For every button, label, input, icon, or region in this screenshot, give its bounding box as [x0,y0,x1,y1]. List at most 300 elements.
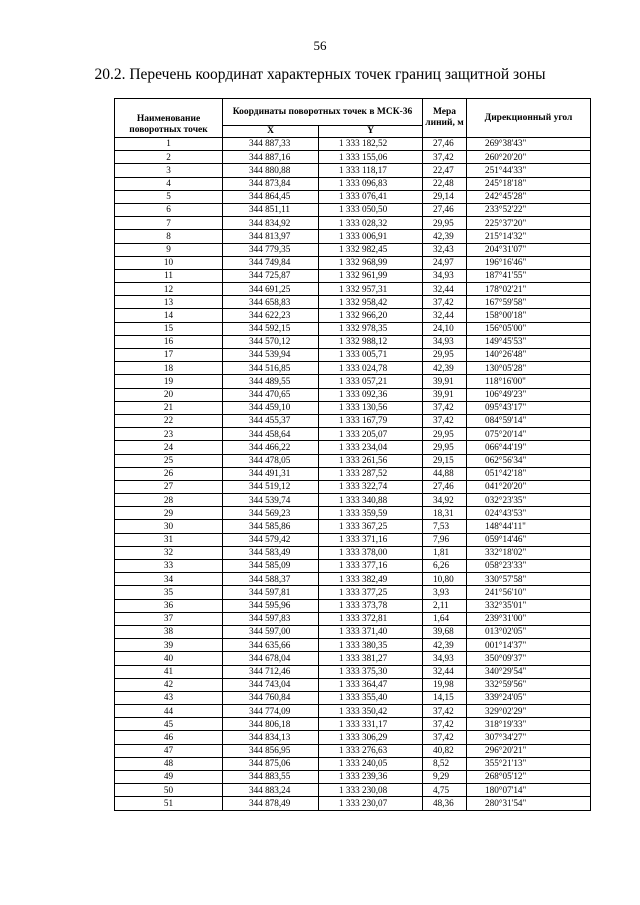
y-coordinate-cell: 1 333 028,32 [319,217,423,230]
table-row [115,560,591,573]
x-coordinate-cell: 344 749,84 [223,256,319,269]
point-number-cell: 48 [115,757,223,770]
point-number-cell: 12 [115,283,223,296]
y-coordinate-cell: 1 333 359,59 [319,507,423,520]
direction-angle-cell: 051°42'18" [467,467,591,480]
point-number-cell: 22 [115,414,223,427]
line-length-cell: 3,93 [423,586,467,599]
table-row [115,652,591,665]
table-row [115,414,591,427]
line-length-cell: 34,93 [423,269,467,282]
table-row [115,744,591,757]
direction-angle-cell: 075°20'14" [467,428,591,441]
table-row [115,309,591,322]
line-length-cell: 29,95 [423,217,467,230]
point-number-cell: 46 [115,731,223,744]
y-coordinate-cell: 1 333 375,30 [319,665,423,678]
line-length-cell: 27,46 [423,480,467,493]
y-coordinate-cell: 1 333 373,78 [319,599,423,612]
direction-angle-cell: 296°20'21" [467,744,591,757]
line-length-cell: 29,15 [423,454,467,467]
table-row [115,283,591,296]
point-number-cell: 24 [115,441,223,454]
point-number-cell: 40 [115,652,223,665]
point-number-cell: 35 [115,586,223,599]
direction-angle-cell: 332°18'02" [467,546,591,559]
x-coordinate-cell: 344 813,97 [223,230,319,243]
direction-angle-cell: 350°09'37" [467,652,591,665]
table-row [115,230,591,243]
y-coordinate-cell: 1 332 982,45 [319,243,423,256]
y-coordinate-cell: 1 333 057,21 [319,375,423,388]
x-coordinate-cell: 344 539,94 [223,349,319,362]
direction-angle-cell: 196°16'46" [467,256,591,269]
x-coordinate-cell: 344 622,23 [223,309,319,322]
line-length-cell: 32,43 [423,243,467,256]
y-coordinate-cell: 1 333 130,56 [319,401,423,414]
page-title: 20.2. Перечень координат характерных точек границ защитной зоны [94,66,546,83]
x-coordinate-cell: 344 519,12 [223,480,319,493]
line-length-cell: 27,46 [423,203,467,216]
point-number-cell: 6 [115,203,223,216]
table-row [115,520,591,533]
point-number-cell: 19 [115,375,223,388]
x-coordinate-cell: 344 774,09 [223,705,319,718]
table-row [115,401,591,414]
direction-angle-cell: 225°37'20" [467,217,591,230]
x-coordinate-cell: 344 569,23 [223,507,319,520]
y-coordinate-cell: 1 333 050,50 [319,203,423,216]
direction-angle-cell: 269°38'43" [467,138,591,151]
x-coordinate-cell: 344 592,15 [223,322,319,335]
table-row [115,190,591,203]
point-number-cell: 30 [115,520,223,533]
x-coordinate-cell: 344 712,46 [223,665,319,678]
direction-angle-cell: 149°45'53" [467,335,591,348]
line-length-cell: 39,68 [423,625,467,638]
table-body [115,138,591,811]
line-length-cell: 29,14 [423,190,467,203]
line-length-cell: 34,92 [423,494,467,507]
direction-angle-cell: 158°00'18" [467,309,591,322]
direction-angle-cell: 280°31'54" [467,797,591,810]
point-number-cell: 7 [115,217,223,230]
line-length-cell: 44,88 [423,467,467,480]
table-row [115,375,591,388]
direction-angle-cell: 307°34'27" [467,731,591,744]
y-coordinate-cell: 1 333 377,25 [319,586,423,599]
table-row [115,533,591,546]
x-coordinate-cell: 344 658,83 [223,296,319,309]
direction-angle-cell: 355°21'13" [467,757,591,770]
y-coordinate-cell: 1 333 006,91 [319,230,423,243]
header-coordinates-group: Координаты поворотных точек в МСК-36 [223,99,423,126]
direction-angle-cell: 251°44'33" [467,164,591,177]
y-coordinate-cell: 1 332 966,20 [319,309,423,322]
y-coordinate-cell: 1 333 092,36 [319,388,423,401]
x-coordinate-cell: 344 588,37 [223,573,319,586]
direction-angle-cell: 148°44'11" [467,520,591,533]
y-coordinate-cell: 1 333 239,36 [319,771,423,784]
table-row [115,507,591,520]
direction-angle-cell: 242°45'28" [467,190,591,203]
point-number-cell: 2 [115,151,223,164]
direction-angle-cell: 106°49'23" [467,388,591,401]
line-length-cell: 1,81 [423,546,467,559]
point-number-cell: 32 [115,546,223,559]
x-coordinate-cell: 344 760,84 [223,691,319,704]
direction-angle-cell: 041°20'20" [467,480,591,493]
x-coordinate-cell: 344 579,42 [223,533,319,546]
direction-angle-cell: 340°29'54" [467,665,591,678]
point-number-cell: 15 [115,322,223,335]
table-row [115,256,591,269]
x-coordinate-cell: 344 597,83 [223,612,319,625]
line-length-cell: 22,48 [423,177,467,190]
table-row [115,428,591,441]
header-point-name: Наименование поворотных точек [115,99,223,138]
point-number-cell: 51 [115,797,223,810]
x-coordinate-cell: 344 597,00 [223,625,319,638]
y-coordinate-cell: 1 333 372,81 [319,612,423,625]
table-row [115,625,591,638]
y-coordinate-cell: 1 333 331,17 [319,718,423,731]
x-coordinate-cell: 344 806,18 [223,718,319,731]
y-coordinate-cell: 1 333 230,07 [319,797,423,810]
table-row [115,691,591,704]
table-row [115,757,591,770]
y-coordinate-cell: 1 333 118,17 [319,164,423,177]
line-length-cell: 9,29 [423,771,467,784]
direction-angle-cell: 268°05'12" [467,771,591,784]
point-number-cell: 9 [115,243,223,256]
table-row [115,665,591,678]
y-coordinate-cell: 1 333 234,04 [319,441,423,454]
table-row [115,151,591,164]
x-coordinate-cell: 344 459,10 [223,401,319,414]
line-length-cell: 18,31 [423,507,467,520]
direction-angle-cell: 204°31'07" [467,243,591,256]
header-x: X [223,126,319,138]
line-length-cell: 32,44 [423,283,467,296]
x-coordinate-cell: 344 478,05 [223,454,319,467]
point-number-cell: 45 [115,718,223,731]
y-coordinate-cell: 1 333 205,07 [319,428,423,441]
y-coordinate-cell: 1 333 230,08 [319,784,423,797]
y-coordinate-cell: 1 333 261,56 [319,454,423,467]
table-row [115,362,591,375]
table-row [115,217,591,230]
point-number-cell: 47 [115,744,223,757]
point-number-cell: 10 [115,256,223,269]
y-coordinate-cell: 1 333 380,35 [319,639,423,652]
y-coordinate-cell: 1 333 367,25 [319,520,423,533]
header-direction-angle: Дирекционный угол [467,99,591,138]
line-length-cell: 40,82 [423,744,467,757]
line-length-cell: 42,39 [423,230,467,243]
y-coordinate-cell: 1 333 377,16 [319,560,423,573]
line-length-cell: 7,53 [423,520,467,533]
direction-angle-cell: 058°23'33" [467,560,591,573]
x-coordinate-cell: 344 458,64 [223,428,319,441]
table-row [115,718,591,731]
table-row [115,296,591,309]
table-row [115,322,591,335]
point-number-cell: 41 [115,665,223,678]
x-coordinate-cell: 344 779,35 [223,243,319,256]
line-length-cell: 14,15 [423,691,467,704]
point-number-cell: 29 [115,507,223,520]
y-coordinate-cell: 1 333 378,00 [319,546,423,559]
x-coordinate-cell: 344 491,31 [223,467,319,480]
x-coordinate-cell: 344 834,13 [223,731,319,744]
header-line-length: Мера линий, м [423,99,467,138]
y-coordinate-cell: 1 332 957,31 [319,283,423,296]
point-number-cell: 38 [115,625,223,638]
x-coordinate-cell: 344 834,92 [223,217,319,230]
line-length-cell: 37,42 [423,731,467,744]
x-coordinate-cell: 344 851,11 [223,203,319,216]
direction-angle-cell: 118°16'00" [467,375,591,388]
y-coordinate-cell: 1 333 340,88 [319,494,423,507]
y-coordinate-cell: 1 332 968,99 [319,256,423,269]
y-coordinate-cell: 1 333 155,06 [319,151,423,164]
line-length-cell: 34,93 [423,652,467,665]
point-number-cell: 21 [115,401,223,414]
point-number-cell: 4 [115,177,223,190]
x-coordinate-cell: 344 470,65 [223,388,319,401]
y-coordinate-cell: 1 333 364,47 [319,678,423,691]
point-number-cell: 37 [115,612,223,625]
table-row [115,349,591,362]
direction-angle-cell: 084°59'14" [467,414,591,427]
x-coordinate-cell: 344 873,84 [223,177,319,190]
line-length-cell: 39,91 [423,375,467,388]
table-row [115,494,591,507]
point-number-cell: 3 [115,164,223,177]
table-row [115,388,591,401]
point-number-cell: 17 [115,349,223,362]
y-coordinate-cell: 1 332 988,12 [319,335,423,348]
y-coordinate-cell: 1 333 240,05 [319,757,423,770]
y-coordinate-cell: 1 332 978,35 [319,322,423,335]
point-number-cell: 49 [115,771,223,784]
line-length-cell: 1,64 [423,612,467,625]
line-length-cell: 39,91 [423,388,467,401]
line-length-cell: 22,47 [423,164,467,177]
y-coordinate-cell: 1 333 096,83 [319,177,423,190]
x-coordinate-cell: 344 489,55 [223,375,319,388]
x-coordinate-cell: 344 585,09 [223,560,319,573]
direction-angle-cell: 318°19'33" [467,718,591,731]
table-row [115,203,591,216]
table-row [115,546,591,559]
x-coordinate-cell: 344 678,04 [223,652,319,665]
point-number-cell: 14 [115,309,223,322]
table-row [115,797,591,810]
line-length-cell: 7,96 [423,533,467,546]
direction-angle-cell: 180°07'14" [467,784,591,797]
table-row [115,599,591,612]
table-row [115,586,591,599]
point-number-cell: 36 [115,599,223,612]
x-coordinate-cell: 344 883,55 [223,771,319,784]
y-coordinate-cell: 1 333 355,40 [319,691,423,704]
x-coordinate-cell: 344 583,49 [223,546,319,559]
table-row [115,177,591,190]
x-coordinate-cell: 344 875,06 [223,757,319,770]
direction-angle-cell: 215°14'32" [467,230,591,243]
direction-angle-cell: 032°23'35" [467,494,591,507]
direction-angle-cell: 167°59'58" [467,296,591,309]
x-coordinate-cell: 344 883,24 [223,784,319,797]
y-coordinate-cell: 1 333 371,40 [319,625,423,638]
y-coordinate-cell: 1 333 024,78 [319,362,423,375]
x-coordinate-cell: 344 878,49 [223,797,319,810]
x-coordinate-cell: 344 691,25 [223,283,319,296]
x-coordinate-cell: 344 856,95 [223,744,319,757]
y-coordinate-cell: 1 333 276,63 [319,744,423,757]
line-length-cell: 37,42 [423,718,467,731]
direction-angle-cell: 329°02'29" [467,705,591,718]
direction-angle-cell: 001°14'37" [467,639,591,652]
direction-angle-cell: 059°14'46" [467,533,591,546]
x-coordinate-cell: 344 635,66 [223,639,319,652]
x-coordinate-cell: 344 887,33 [223,138,319,151]
line-length-cell: 42,39 [423,639,467,652]
point-number-cell: 25 [115,454,223,467]
table-row [115,441,591,454]
line-length-cell: 24,10 [423,322,467,335]
direction-angle-cell: 339°24'05" [467,691,591,704]
line-length-cell: 4,75 [423,784,467,797]
line-length-cell: 34,93 [423,335,467,348]
x-coordinate-cell: 344 725,87 [223,269,319,282]
direction-angle-cell: 130°05'28" [467,362,591,375]
x-coordinate-cell: 344 887,16 [223,151,319,164]
header-y: Y [319,126,423,138]
x-coordinate-cell: 344 595,96 [223,599,319,612]
point-number-cell: 31 [115,533,223,546]
point-number-cell: 44 [115,705,223,718]
direction-angle-cell: 013°02'05" [467,625,591,638]
direction-angle-cell: 066°44'19" [467,441,591,454]
point-number-cell: 50 [115,784,223,797]
point-number-cell: 23 [115,428,223,441]
line-length-cell: 29,95 [423,441,467,454]
table-row [115,784,591,797]
point-number-cell: 34 [115,573,223,586]
point-number-cell: 5 [115,190,223,203]
y-coordinate-cell: 1 333 182,52 [319,138,423,151]
direction-angle-cell: 062°56'34" [467,454,591,467]
direction-angle-cell: 245°18'18" [467,177,591,190]
point-number-cell: 28 [115,494,223,507]
point-number-cell: 18 [115,362,223,375]
table-row [115,467,591,480]
y-coordinate-cell: 1 333 005,71 [319,349,423,362]
y-coordinate-cell: 1 333 382,49 [319,573,423,586]
line-length-cell: 37,42 [423,414,467,427]
direction-angle-cell: 178°02'21" [467,283,591,296]
y-coordinate-cell: 1 332 958,42 [319,296,423,309]
table-row [115,731,591,744]
line-length-cell: 6,26 [423,560,467,573]
table-row [115,454,591,467]
x-coordinate-cell: 344 455,37 [223,414,319,427]
line-length-cell: 24,97 [423,256,467,269]
direction-angle-cell: 330°57'58" [467,573,591,586]
x-coordinate-cell: 344 570,12 [223,335,319,348]
point-number-cell: 43 [115,691,223,704]
direction-angle-cell: 095°43'17" [467,401,591,414]
x-coordinate-cell: 344 466,22 [223,441,319,454]
table-row [115,480,591,493]
direction-angle-cell: 024°43'53" [467,507,591,520]
direction-angle-cell: 156°05'00" [467,322,591,335]
point-number-cell: 33 [115,560,223,573]
point-number-cell: 8 [115,230,223,243]
line-length-cell: 27,46 [423,138,467,151]
point-number-cell: 26 [115,467,223,480]
x-coordinate-cell: 344 597,81 [223,586,319,599]
point-number-cell: 16 [115,335,223,348]
table-row [115,771,591,784]
direction-angle-cell: 332°35'01" [467,599,591,612]
direction-angle-cell: 332°59'56" [467,678,591,691]
direction-angle-cell: 187°41'55" [467,269,591,282]
table-row [115,243,591,256]
point-number-cell: 13 [115,296,223,309]
point-number-cell: 27 [115,480,223,493]
line-length-cell: 29,95 [423,428,467,441]
table-row [115,269,591,282]
x-coordinate-cell: 344 539,74 [223,494,319,507]
line-length-cell: 37,42 [423,151,467,164]
x-coordinate-cell: 344 516,85 [223,362,319,375]
line-length-cell: 42,39 [423,362,467,375]
y-coordinate-cell: 1 333 381,27 [319,652,423,665]
y-coordinate-cell: 1 333 306,29 [319,731,423,744]
y-coordinate-cell: 1 333 350,42 [319,705,423,718]
y-coordinate-cell: 1 333 371,16 [319,533,423,546]
direction-angle-cell: 140°26'48" [467,349,591,362]
direction-angle-cell: 260°20'20" [467,151,591,164]
table-row [115,138,591,151]
direction-angle-cell: 239°31'00" [467,612,591,625]
line-length-cell: 32,44 [423,309,467,322]
line-length-cell: 19,98 [423,678,467,691]
line-length-cell: 37,42 [423,296,467,309]
point-number-cell: 42 [115,678,223,691]
y-coordinate-cell: 1 332 961,99 [319,269,423,282]
coordinates-table [114,98,591,811]
table-row [115,705,591,718]
line-length-cell: 37,42 [423,705,467,718]
y-coordinate-cell: 1 333 287,52 [319,467,423,480]
x-coordinate-cell: 344 864,45 [223,190,319,203]
point-number-cell: 11 [115,269,223,282]
direction-angle-cell: 233°52'22" [467,203,591,216]
table-row [115,678,591,691]
x-coordinate-cell: 344 880,88 [223,164,319,177]
line-length-cell: 29,95 [423,349,467,362]
point-number-cell: 1 [115,138,223,151]
table-row [115,335,591,348]
line-length-cell: 37,42 [423,401,467,414]
line-length-cell: 32,44 [423,665,467,678]
table-row [115,573,591,586]
